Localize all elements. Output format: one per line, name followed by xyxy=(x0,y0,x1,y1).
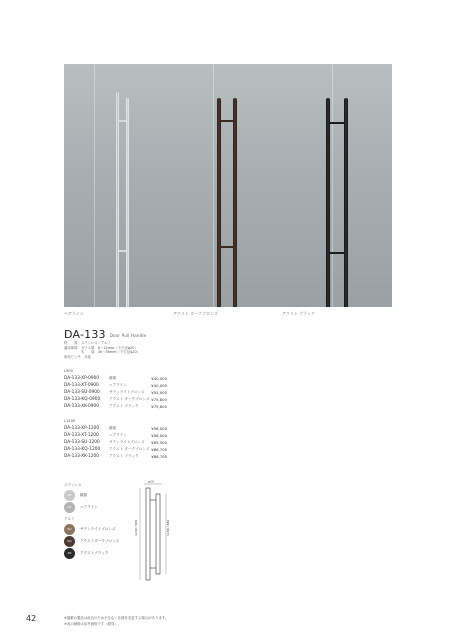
handle-post-bottom xyxy=(330,252,344,254)
photo-dark-bronze xyxy=(173,64,283,307)
glass-edge xyxy=(94,64,95,307)
technical-drawing xyxy=(130,480,190,582)
legend-title-aluminum: アルミ xyxy=(64,517,75,521)
price: ¥75,800 xyxy=(151,397,167,402)
product-code: DA-133-XK-0900 xyxy=(64,404,99,409)
photo-caption-black: アクスト ブラック xyxy=(282,311,316,316)
swatch-code: SU xyxy=(67,527,72,531)
handle-post-bottom xyxy=(119,250,126,252)
drawing-bar-right xyxy=(156,494,160,574)
product-subtitle: Door Pull Handle xyxy=(109,332,147,338)
price: ¥86,700 xyxy=(151,447,167,452)
spec-line: 木 扉 30〜56mm（下穴径φ20） xyxy=(64,350,141,355)
swatch-label: ヘアライン xyxy=(80,505,98,509)
dim-label-total: 1200 / 900 xyxy=(134,519,138,536)
model-number: DA-133 xyxy=(64,328,106,341)
photo-black xyxy=(282,64,392,307)
swatch-code: KQ xyxy=(67,539,72,543)
price: ¥40,000 xyxy=(151,376,167,381)
finish-name: アクスト ダークブロンズ xyxy=(109,447,150,451)
finish-name: ヘアライン xyxy=(109,433,127,437)
product-code: DA-133-SU-0900 xyxy=(64,390,100,395)
spec-line: 取付ピッチ 対応 xyxy=(64,354,91,359)
price: ¥86,700 xyxy=(151,454,167,459)
product-code: DA-133-SU-1200 xyxy=(64,440,100,445)
handle-bar-right xyxy=(126,98,129,307)
legend-title-stainless: ステンレス xyxy=(64,483,82,487)
price: ¥65,500 xyxy=(151,440,167,445)
product-code: DA-133-XP-0900 xyxy=(64,376,100,381)
table-row xyxy=(64,453,167,460)
page-number: 42 xyxy=(26,614,37,623)
glass-edge xyxy=(332,64,333,307)
group-label-l1200: L1200 xyxy=(64,419,76,423)
price-table-l1200 xyxy=(64,425,167,460)
swatch-label: 鏡面 xyxy=(80,493,88,497)
handle-bar-left xyxy=(116,92,119,307)
finish-name: 鏡面 xyxy=(109,426,117,430)
product-code: DA-133-XT-0900 xyxy=(64,383,99,388)
swatch-code: XT xyxy=(67,505,72,509)
swatch-su xyxy=(64,524,75,535)
product-code: DA-133-KQ-1200 xyxy=(64,447,101,452)
table-row xyxy=(64,396,167,403)
drawing-bar-left xyxy=(146,488,150,580)
swatch-label: アクストブラック xyxy=(80,551,109,555)
finish-name: サテンライトブロンズ xyxy=(109,440,145,444)
swatch-kq xyxy=(64,536,75,547)
swatch-code: XK xyxy=(67,551,72,555)
price: ¥56,000 xyxy=(151,433,167,438)
handle-bar-right xyxy=(233,98,237,307)
swatch-label: アクストダークブロンズ xyxy=(80,539,120,543)
product-title xyxy=(64,328,146,341)
swatch-xt xyxy=(64,502,75,513)
product-code: DA-133-XT-1200 xyxy=(64,433,99,438)
swatch-code: XP xyxy=(67,493,72,497)
table-row xyxy=(64,446,167,453)
table-row xyxy=(64,389,167,396)
handle-post-top xyxy=(221,120,233,122)
handle-post-top xyxy=(330,122,344,124)
handle-bar-right xyxy=(344,98,348,307)
product-code: DA-133-XK-1200 xyxy=(64,454,99,459)
photo-hairline xyxy=(64,64,174,307)
finish-name: ヘアライン xyxy=(109,383,127,387)
swatch-xk xyxy=(64,548,75,559)
finish-name: アクスト ダークブロンズ xyxy=(109,397,150,401)
swatch-xp xyxy=(64,490,75,501)
table-row xyxy=(64,375,167,382)
footnote: ※表示価格は参考価格です（税別）。 xyxy=(64,622,122,626)
table-row xyxy=(64,382,167,389)
price: ¥56,000 xyxy=(151,426,167,431)
footnote: ※掲載の製品は改良のため予告なく仕様を変更する場合があります。 xyxy=(64,616,169,620)
handle-bar-left xyxy=(326,98,330,307)
swatch-label: サテンライトブロンズ xyxy=(80,527,116,531)
photo-caption-dark-bronze: アクスト ダークブロンズ xyxy=(173,311,218,316)
finish-name: アクスト ブラック xyxy=(109,404,139,408)
table-row xyxy=(64,439,167,446)
price: ¥55,000 xyxy=(151,390,167,395)
dim-label-top: φ20 xyxy=(148,480,154,484)
product-code: DA-133-KQ-0900 xyxy=(64,397,101,402)
dim-label-pitch: 1180 / 880 xyxy=(166,519,170,536)
table-row xyxy=(64,403,167,410)
price: ¥75,800 xyxy=(151,404,167,409)
photo-caption-hairline: ヘアライン xyxy=(64,311,84,316)
finish-name: サテンライトブロンズ xyxy=(109,390,145,394)
glass-edge xyxy=(213,64,214,307)
price-table-l900 xyxy=(64,375,167,410)
spec-line: 適用扉厚：ガラス扉 8〜12mm（下穴径φ20） xyxy=(64,345,138,350)
group-label-l900: L900 xyxy=(64,369,73,373)
price: ¥40,000 xyxy=(151,383,167,388)
spec-line: 材 質：ステンレス／アルミ xyxy=(64,341,111,345)
product-code: DA-133-XP-1200 xyxy=(64,426,100,431)
handle-bar-left xyxy=(217,98,221,307)
spec-block xyxy=(64,341,140,359)
table-row xyxy=(64,432,167,439)
finish-name: 鏡面 xyxy=(109,376,117,380)
handle-post-bottom xyxy=(221,246,233,248)
table-row xyxy=(64,425,167,432)
handle-post-top xyxy=(119,120,126,122)
finish-name: アクスト ブラック xyxy=(109,454,139,458)
